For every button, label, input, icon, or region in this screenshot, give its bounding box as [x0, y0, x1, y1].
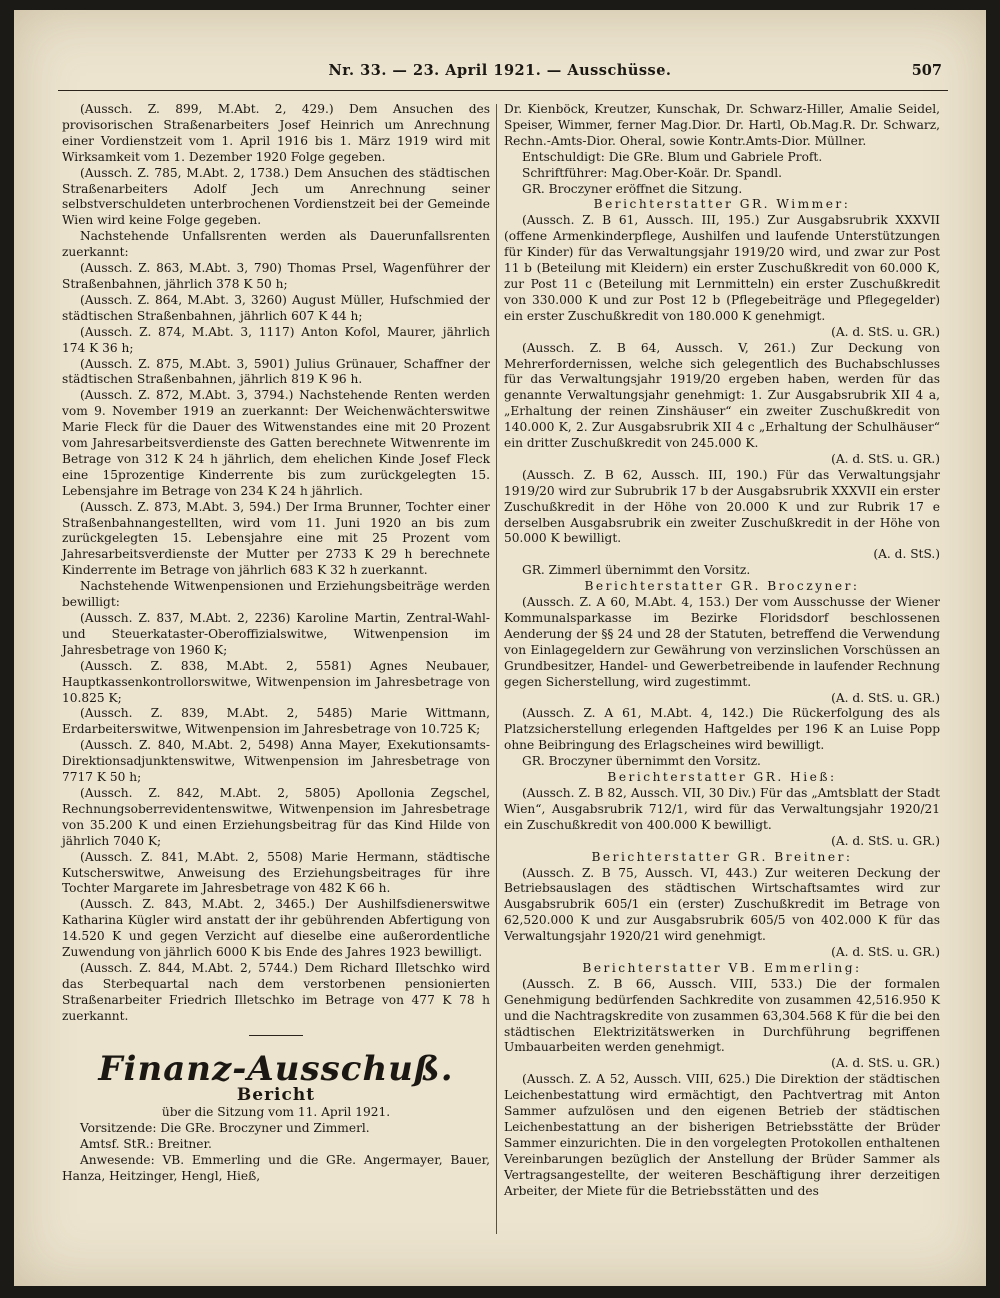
paragraph: (Aussch. Z. 872, M.Abt. 3, 3794.) Nachstehende Renten werden vom 9. November 1919 an zuerkannt: Der Weichenwächterswitwe Marie Fleck für die Dauer des Witwenstandes eine mit 20 Prozent vom Jahresarbeitsverdienste des Gatten berechnete Witwenrente im Betrage von 312 K 24 h jährlich, dem ehelichen Kinde Josef Fleck eine 15prozentige Kinderrente bis zum zurückgelegten 15. Lebensjahre im Betrage von 234 K 24 h jährlich.	[62, 388, 490, 498]
newspaper-page	[14, 10, 986, 1286]
paragraph: (Aussch. Z. B 62, Aussch. III, 190.) Für das Verwaltungsjahr 1919/20 wird zur Subrubrik 17 b der Ausgabsrubrik XXXVII ein erster Zuschußkredit in der Höhe von 20.000 K und zur Rubrik 17 e derselben Ausgabsrubrik ein zweiter Zuschußkredit in der Höhe von 50.000 K bewilligt.	[504, 467, 940, 546]
section-rule	[249, 1035, 303, 1036]
resolution-note: (A. d. StS.)	[873, 547, 940, 562]
resolution-note: (A. d. StS. u. GR.)	[831, 690, 940, 705]
paragraph: (Aussch. Z. 838, M.Abt. 2, 5581) Agnes Neubauer, Hauptkassenkontrollorswitwe, Witwenpension im Jahresbetrage von 10.825 K;	[62, 658, 490, 705]
paragraph: (Aussch. Z. 873, M.Abt. 3, 594.) Der Irma Brunner, Tochter einer Straßenbahnangestellten, wird vom 11. Juni 1920 an bis zum zurückgelegten 15. Lebensjahre eine mit 25 Prozent vom Jahresarbeitsverdienste der Mutter per 2733 K 29 h berechnete Kinderrente im Betrage von jährlich 683 K 32 h zuerkannt.	[62, 499, 490, 578]
section-subtitle: Bericht	[236, 1084, 316, 1105]
chair-line: Vorsitzende: Die GRe. Broczyner und Zimmerl.	[80, 1121, 370, 1136]
paragraph: (Aussch. Z. 864, M.Abt. 3, 3260) August Müller, Hufschmied der städtischen Straßenbahnen, jährlich 607 K 44 h;	[62, 292, 490, 323]
paragraph: (Aussch. Z. 837, M.Abt. 2, 2236) Karoline Martin, Zentral-Wahl- und Steuerkataster-Oberoffizialswitwe, Witwenpension im Jahresbetrage von 1960 K;	[62, 611, 490, 657]
paragraph: (Aussch. Z. B 75, Aussch. VI, 443.) Zur weiteren Deckung der Betriebsauslagen des städtischen Wirtschaftsamtes wird zur Ausgabsrubrik 605/1 ein (erster) Zuschußkredit im Betrage von 62,520.000 K und zur Ausgabsrubrik 605/5 von 402.000 K für das Verwaltungsjahr 1920/21 wird genehmigt.	[504, 865, 940, 944]
paragraph: (Aussch. Z. 785, M.Abt. 2, 1738.) Dem Ansuchen des städtischen Straßenarbeiters Adolf Jech um Anrechnung seiner selbstverschuldeten unterbrochenen Vordienstzeit bei der Gemeinde Wien wird keine Folge gegeben.	[62, 165, 490, 228]
reporter-heading: Berichterstatter GR. Broczyner:	[584, 579, 860, 594]
paragraph: (Aussch. Z. 840, M.Abt. 2, 5498) Anna Mayer, Exekutionsamts-Direktionsadjunktenswitwe, Witwenpension im Jahresbetrage von 7717 K 50 h;	[62, 738, 490, 785]
reporter-heading: Berichterstatter GR. Hieß:	[607, 770, 837, 785]
paragraph: (Aussch. Z. B 61, Aussch. III, 195.) Zur Ausgabsrubrik XXXVII (offene Armenkinderpflege, Aushilfen und laufende Unterstützungen für Kinder) für das Verwaltungsjahr 1919/20 wird, und zwar zur Post 11 b (Beteilung mit Kleidern) ein erster Zuschußkredit von 60.000 K, zur Post 11 c (Beteilung mit Lernmitteln) ein erster Zuschußkredit von 330.000 K und zur Post 12 b (Pflegebeiträge und Pflegegelder) ein erster Zuschußkredit von 180.000 K genehmigt.	[504, 213, 940, 323]
paragraph: (Aussch. Z. 843, M.Abt. 2, 3465.) Der Aushilfsdienerswitwe Katharina Kügler wird anstatt der ihr gebührenden Abfertigung von 14.520 K und gegen Verzicht auf dieselbe eine außerordentliche Zuwendung von jährlich 6000 K bis Ende des Jahres 1923 bewilligt.	[62, 897, 490, 960]
session-date: über die Sitzung vom 11. April 1921.	[161, 1105, 391, 1120]
page-header	[58, 62, 942, 86]
resolution-note: (A. d. StS. u. GR.)	[831, 945, 940, 960]
reporter-heading: Berichterstatter VB. Emmerling:	[582, 960, 862, 975]
paragraph: (Aussch. Z. 875, M.Abt. 3, 5901) Julius Grünauer, Schaffner der städtischen Straßenbahnen, jährlich 819 K 96 h.	[62, 356, 490, 387]
resolution-note: (A. d. StS. u. GR.)	[831, 324, 940, 339]
right-column	[504, 102, 940, 1200]
paragraph: (Aussch. Z. 844, M.Abt. 2, 5744.) Dem Richard Illetschko wird das Sterbequartal nach dem verstorbenen pensionierten Straßenarbeiter Friedrich Illetschko im Betrage von 477 K 78 h zuerkannt.	[62, 960, 490, 1023]
paragraph: (Aussch. Z. A 60, M.Abt. 4, 153.) Der vom Ausschusse der Wiener Kommunalsparkasse im Bezirke Floridsdorf beschlossenen Aenderung der §§ 24 und 28 der Statuten, betreffend die Verwendung von Einlagegeldern zur Gewährung von verzinslichen Vorschüssen an Grundbesitzer, Handel- und Gewerbetreibende in laufender Rechnung gegen Sicherstellung, wird zugestimmt.	[504, 595, 940, 689]
paragraph: GR. Zimmerl übernimmt den Vorsitz.	[522, 563, 751, 578]
paragraph: (Aussch. Z. 899, M.Abt. 2, 429.) Dem Ansuchen des provisorischen Straßenarbeiters Josef Heinrich um Anrechnung einer Vordienstzeit vom 1. April 1916 bis 1. März 1919 wird mit Wirksamkeit vom 1. Dezember 1920 Folge gegeben.	[62, 102, 490, 164]
paragraph: Nachstehende Unfallsrenten werden als Dauerunfallsrenten zuerkannt:	[62, 229, 490, 260]
resolution-note: (A. d. StS. u. GR.)	[831, 1056, 940, 1071]
reporter-heading: Berichterstatter GR. Wimmer:	[593, 197, 851, 212]
resolution-note: (A. d. StS. u. GR.)	[831, 451, 940, 466]
paragraph: GR. Broczyner übernimmt den Vorsitz.	[522, 754, 761, 769]
paragraph: Nachstehende Witwenpensionen und Erziehungsbeiträge werden bewilligt:	[62, 579, 490, 610]
paragraph: (Aussch. Z. A 61, M.Abt. 4, 142.) Die Rückerfolgung des als Platzsicherstellung erlegenden Haftgeldes per 196 K an Luise Popp ohne Beibringung des Erlagscheines wird bewilligt.	[504, 706, 940, 753]
paragraph: (Aussch. Z. B 66, Aussch. VIII, 533.) Die der formalen Genehmigung bedürfenden Sachkredite von zusammen 42,516.950 K und die Nachtragskredite von zusammen 63,304.568 K für die bei den städtischen Elektrizitätswerken in Durchführung begriffenen Umbauarbeiten werden genehmigt.	[504, 976, 940, 1055]
reporter-heading: Berichterstatter GR. Breitner:	[591, 849, 853, 864]
paragraph: (Aussch. Z. 874, M.Abt. 3, 1117) Anton Kofol, Maurer, jährlich 174 K 36 h;	[62, 324, 490, 355]
paragraph: Schriftführer: Mag.Ober-Koär. Dr. Spandl.	[522, 165, 783, 180]
present-line: Anwesende: VB. Emmerling und die GRe. Angermayer, Bauer, Hanza, Heitzinger, Hengl, Hieß,	[62, 1153, 490, 1184]
resolution-note: (A. d. StS. u. GR.)	[831, 833, 940, 848]
paragraph: (Aussch. Z. 839, M.Abt. 2, 5485) Marie Wittmann, Erdarbeiterswitwe, Witwenpension im Jahresbetrage von 10.725 K;	[62, 706, 490, 737]
left-column	[62, 102, 490, 1185]
paragraph: (Aussch. Z. 842, M.Abt. 2, 5805) Apollonia Zegschel, Rechnungsoberrevidentenswitwe, Witwenpension im Jahresbetrage von 35.200 K und einen Erziehungsbeitrag für das Kind Hilde von jährlich 7040 K;	[62, 785, 490, 848]
paragraph: Dr. Kienböck, Kreutzer, Kunschak, Dr. Schwarz-Hiller, Amalie Seidel, Speiser, Wimmer, ferner Mag.Dior. Dr. Hartl, Ob.Mag.R. Dr. Schwarz, Rechn.-Amts-Dior. Oheral, sowie Kontr.Amts-Dior. Müllner.	[504, 102, 940, 148]
page-number: 507	[911, 62, 942, 79]
paragraph: (Aussch. Z. B 64, Aussch. V, 261.) Zur Deckung von Mehrerfordernissen, welche sich gelegentlich des Buchabschlusses für das Verwaltungsjahr 1919/20 ergeben haben, werden für das genannte Verwaltungsjahr genehmigt: 1. Zur Ausgabsrubrik XII 4 a, „Erhaltung der reinen Zinshäuser“ ein zweiter Zuschußkredit von 140.000 K, 2. Zur Ausgabsrubrik XII 4 c „Erhaltung der Schulhäuser“ ein dritter Zuschußkredit von 245.000 K.	[504, 340, 940, 451]
header-rule	[58, 90, 948, 91]
paragraph: (Aussch. Z. A 52, Aussch. VIII, 625.) Die Direktion der städtischen Leichenbestattung wird ermächtigt, den Pachtvertrag mit Anton Sammer aufzulösen und den eigenen Betrieb der städtischen Leichenbestattung an der bisherigen Betriebsstätte der Brüder Sammer einzurichten. Die in den vorgelegten Protokollen enthaltenen Vereinbarungen bezüglich der Anstellung der Brüder Sammer als Vertragsangestellte, der weiteren Beschäftigung ihrer derzeitigen Arbeiter, der Miete für die Betriebsstätten und des	[504, 1072, 940, 1198]
header-title: Nr. 33. — 23. April 1921. — Ausschüsse.	[328, 62, 672, 79]
paragraph: Entschuldigt: Die GRe. Blum und Gabriele Proft.	[522, 149, 823, 164]
paragraph: (Aussch. Z. B 82, Aussch. VII, 30 Div.) Für das „Amtsblatt der Stadt Wien“, Ausgabsrubrik 712/1, wird für das Verwaltungsjahr 1920/21 ein Zuschußkredit von 400.000 K bewilligt.	[504, 785, 940, 832]
column-divider	[496, 104, 497, 1234]
paragraph: (Aussch. Z. 863, M.Abt. 3, 790) Thomas Prsel, Wagenführer der Straßenbahnen, jährlich 378 K 50 h;	[62, 261, 490, 291]
section-title: Finanz-Ausschuß.	[98, 1048, 454, 1089]
official-line: Amtsf. StR.: Breitner.	[80, 1137, 212, 1152]
paragraph: (Aussch. Z. 841, M.Abt. 2, 5508) Marie Hermann, städtische Kutscherswitwe, Anweisung des Erziehungsbeitrages für ihre Tochter Margarete im Jahresbetrage von 482 K 66 h.	[62, 849, 490, 896]
paragraph: GR. Broczyner eröffnet die Sitzung.	[522, 181, 743, 196]
